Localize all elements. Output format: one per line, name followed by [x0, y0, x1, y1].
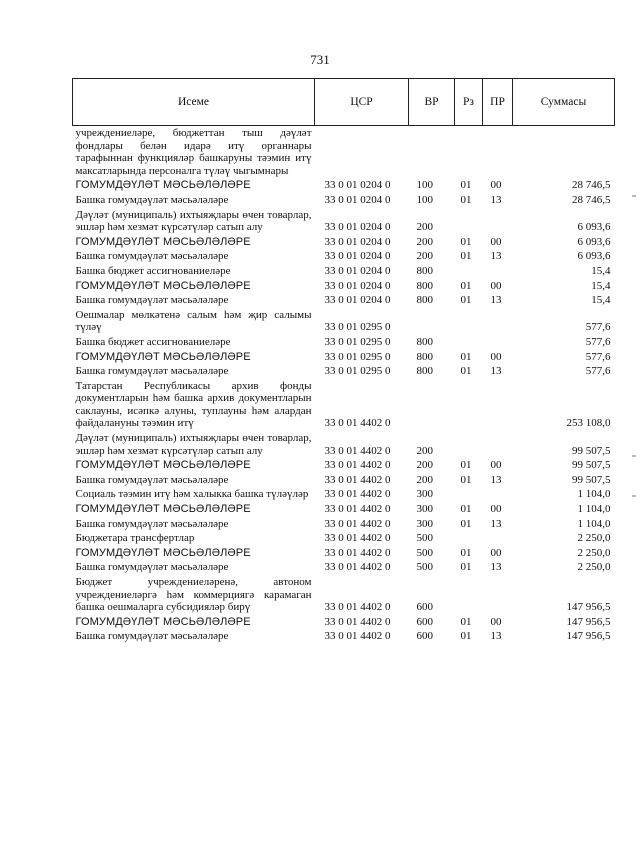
cell-rz: 01 [460, 615, 472, 628]
cell-csr: 33 0 01 4402 0 [324, 601, 391, 614]
cell-csr: 33 0 01 4402 0 [324, 488, 391, 501]
cell-vr: 600 [416, 601, 433, 614]
cell-rz: 01 [460, 365, 472, 378]
cell-pr: 13 [490, 473, 502, 486]
cell-vr [409, 379, 455, 431]
budget-table [72, 78, 615, 644]
cell-sum: 1 104,0 [577, 503, 611, 516]
table-row [73, 458, 615, 473]
cell-csr: 33 0 01 0204 0 [324, 264, 391, 277]
header-rz: Рз [455, 79, 483, 126]
cell-pr [483, 431, 513, 458]
cell-sum: 577,6 [585, 335, 611, 348]
cell-csr: 33 0 01 0204 0 [324, 193, 391, 206]
cell-rz [455, 208, 483, 235]
cell-rz: 01 [460, 179, 472, 192]
cell-csr: 33 0 01 4402 0 [324, 417, 391, 430]
cell-vr: 800 [416, 279, 433, 292]
cell-pr: 00 [490, 503, 502, 516]
cell-vr: 800 [416, 335, 433, 348]
table-row [73, 517, 615, 532]
cell-name: Татарстан Республикасы архив фонды документларын һәм башка архив документларын саклауны, исәпкә алуны, туплауны һәм алардан файдалануны тәэмин итү [75, 379, 312, 430]
cell-pr: 13 [490, 630, 502, 643]
cell-csr: 33 0 01 0204 0 [324, 294, 391, 307]
cell-name: ГОМУМДӘҮЛӘТ МӘСЬӘЛӘЛӘРЕ [75, 350, 251, 363]
cell-rz [455, 308, 483, 335]
cell-vr: 500 [416, 546, 433, 559]
cell-csr: 33 0 01 4402 0 [324, 615, 391, 628]
cell-rz [455, 335, 483, 350]
cell-rz [455, 487, 483, 502]
cell-name: Башка гомумдәүләт мәсьәләләре [75, 294, 229, 307]
cell-name: Бюджет учреждениеләренә, автоном учреждениеләргә һәм коммерциягә карамаган башка оешмаларга субсидияләр бирү [75, 576, 312, 614]
cell-name: Башка гомумдәүләт мәсьәләләре [75, 193, 229, 206]
table-header [73, 79, 615, 126]
cell-vr: 600 [416, 615, 433, 628]
cell-sum: 253 108,0 [566, 417, 611, 430]
table-row [73, 431, 615, 458]
table-row [73, 364, 615, 379]
cell-sum [513, 126, 615, 179]
cell-name: ГОМУМДӘҮЛӘТ МӘСЬӘЛӘЛӘРЕ [75, 179, 251, 192]
cell-csr: 33 0 01 4402 0 [324, 503, 391, 516]
cell-pr: 00 [490, 179, 502, 192]
cell-name: Башка бюджет ассигнованиеләре [75, 335, 231, 348]
cell-vr: 100 [416, 193, 433, 206]
cell-csr: 33 0 01 4402 0 [324, 459, 391, 472]
cell-pr: 00 [490, 350, 502, 363]
cell-pr [483, 208, 513, 235]
cell-csr: 33 0 01 4402 0 [324, 546, 391, 559]
table-row [73, 350, 615, 365]
table-row [73, 615, 615, 630]
header-sum: Суммасы [513, 79, 615, 126]
cell-name: Башка гомумдәүләт мәсьәләләре [75, 630, 229, 643]
cell-rz [455, 126, 483, 179]
cell-sum: 2 250,0 [577, 532, 611, 545]
cell-pr [483, 335, 513, 350]
cell-name: Оешмалар мөлкәтенә салым һәм җир салымы түләү [75, 308, 312, 334]
table-row [73, 126, 615, 179]
cell-rz: 01 [460, 561, 472, 574]
cell-sum: 99 507,5 [572, 459, 611, 472]
cell-sum: 1 104,0 [577, 517, 611, 530]
cell-pr [483, 308, 513, 335]
cell-csr: 33 0 01 0295 0 [324, 321, 391, 334]
cell-sum: 577,6 [585, 350, 611, 363]
cell-name: Дәүләт (муниципаль) ихтыяҗлары өчен товарлар, эшләр һәм хезмәт күрсәтүләр сатып алу [75, 208, 312, 234]
cell-name: Башка гомумдәүләт мәсьәләләре [75, 365, 229, 378]
cell-pr: 13 [490, 193, 502, 206]
cell-pr: 00 [490, 279, 502, 292]
cell-vr: 600 [416, 630, 433, 643]
cell-vr: 800 [416, 350, 433, 363]
cell-vr: 500 [416, 532, 433, 545]
cell-csr [315, 126, 409, 179]
page-number: 731 [310, 52, 330, 67]
table-row [73, 293, 615, 308]
cell-rz: 01 [460, 193, 472, 206]
cell-csr: 33 0 01 0204 0 [324, 221, 391, 234]
cell-csr: 33 0 01 0204 0 [324, 235, 391, 248]
table-row [73, 193, 615, 208]
cell-csr: 33 0 01 4402 0 [324, 517, 391, 530]
table-row [73, 308, 615, 335]
cell-sum: 28 746,5 [572, 193, 611, 206]
cell-name: Башка гомумдәүләт мәсьәләләре [75, 517, 229, 530]
cell-rz: 01 [460, 630, 472, 643]
cell-vr: 100 [416, 179, 433, 192]
table-body [73, 126, 615, 644]
table-row [73, 531, 615, 546]
cell-vr: 200 [416, 221, 433, 234]
cell-vr [409, 126, 455, 179]
cell-rz: 01 [460, 250, 472, 263]
cell-name: ГОМУМДӘҮЛӘТ МӘСЬӘЛӘЛӘРЕ [75, 615, 251, 628]
cell-rz: 01 [460, 279, 472, 292]
cell-rz [455, 431, 483, 458]
cell-name: Социаль тәэмин итү һәм халыкка башка түләүләр [75, 488, 309, 501]
cell-pr [483, 575, 513, 615]
table-row [73, 208, 615, 235]
cell-csr: 33 0 01 4402 0 [324, 532, 391, 545]
cell-pr: 00 [490, 615, 502, 628]
cell-sum: 15,4 [591, 294, 611, 307]
cell-rz [455, 531, 483, 546]
table-row [73, 335, 615, 350]
cell-sum: 147 956,5 [566, 601, 611, 614]
cell-pr: 13 [490, 517, 502, 530]
cell-pr: 13 [490, 561, 502, 574]
cell-pr [483, 264, 513, 279]
header-csr: ЦСР [315, 79, 409, 126]
cell-csr: 33 0 01 4402 0 [324, 444, 391, 457]
cell-vr: 200 [416, 444, 433, 457]
cell-pr: 00 [490, 546, 502, 559]
table-row [73, 379, 615, 431]
cell-pr: 00 [490, 459, 502, 472]
cell-vr: 200 [416, 235, 433, 248]
table-row [73, 560, 615, 575]
header-name: Исеме [73, 79, 315, 126]
cell-sum: 6 093,6 [577, 221, 611, 234]
cell-rz: 01 [460, 235, 472, 248]
cell-vr: 500 [416, 561, 433, 574]
cell-pr: 13 [490, 250, 502, 263]
cell-pr [483, 487, 513, 502]
scan-mark [632, 495, 636, 497]
cell-pr [483, 531, 513, 546]
cell-rz: 01 [460, 473, 472, 486]
cell-name: Башка гомумдәүләт мәсьәләләре [75, 250, 229, 263]
cell-name: Башка гомумдәүләт мәсьәләләре [75, 561, 229, 574]
cell-name: Бюджетара трансфертлар [75, 532, 195, 545]
cell-rz: 01 [460, 517, 472, 530]
cell-vr: 800 [416, 294, 433, 307]
table-row [73, 546, 615, 561]
cell-pr: 13 [490, 365, 502, 378]
cell-pr [483, 379, 513, 431]
cell-vr: 300 [416, 517, 433, 530]
cell-csr: 33 0 01 4402 0 [324, 561, 391, 574]
cell-sum: 99 507,5 [572, 444, 611, 457]
cell-csr: 33 0 01 0295 0 [324, 365, 391, 378]
cell-rz: 01 [460, 459, 472, 472]
cell-name: ГОМУМДӘҮЛӘТ МӘСЬӘЛӘЛӘРЕ [75, 235, 251, 248]
cell-pr: 00 [490, 235, 502, 248]
cell-rz [455, 379, 483, 431]
cell-rz: 01 [460, 503, 472, 516]
cell-csr: 33 0 01 4402 0 [324, 630, 391, 643]
cell-name: ГОМУМДӘҮЛӘТ МӘСЬӘЛӘЛӘРЕ [75, 546, 251, 559]
cell-name: Башка гомумдәүләт мәсьәләләре [75, 473, 229, 486]
cell-pr [483, 126, 513, 179]
cell-vr: 800 [416, 264, 433, 277]
table-row [73, 249, 615, 264]
cell-vr: 200 [416, 459, 433, 472]
cell-name: ГОМУМДӘҮЛӘТ МӘСЬӘЛӘЛӘРЕ [75, 459, 251, 472]
table-row [73, 473, 615, 488]
cell-csr: 33 0 01 4402 0 [324, 473, 391, 486]
cell-rz: 01 [460, 294, 472, 307]
cell-rz: 01 [460, 546, 472, 559]
table-row [73, 235, 615, 250]
cell-sum: 15,4 [591, 264, 611, 277]
cell-sum: 15,4 [591, 279, 611, 292]
cell-vr: 300 [416, 503, 433, 516]
cell-vr: 200 [416, 250, 433, 263]
cell-vr: 300 [416, 488, 433, 501]
table-row [73, 575, 615, 615]
table-row [73, 178, 615, 193]
table-row [73, 502, 615, 517]
table-row [73, 279, 615, 294]
table-row [73, 629, 615, 644]
cell-csr: 33 0 01 0204 0 [324, 250, 391, 263]
cell-csr: 33 0 01 0204 0 [324, 279, 391, 292]
scan-mark [632, 455, 636, 457]
cell-rz [455, 575, 483, 615]
header-vr: ВР [409, 79, 455, 126]
cell-sum: 1 104,0 [577, 488, 611, 501]
table-row [73, 487, 615, 502]
cell-sum: 577,6 [585, 365, 611, 378]
cell-rz: 01 [460, 350, 472, 363]
cell-csr: 33 0 01 0204 0 [324, 179, 391, 192]
header-pr: ПР [483, 79, 513, 126]
cell-pr: 13 [490, 294, 502, 307]
cell-sum: 99 507,5 [572, 473, 611, 486]
cell-vr: 200 [416, 473, 433, 486]
cell-sum: 2 250,0 [577, 546, 611, 559]
cell-sum: 2 250,0 [577, 561, 611, 574]
cell-sum: 577,6 [585, 321, 611, 334]
cell-csr: 33 0 01 0295 0 [324, 335, 391, 348]
cell-sum: 6 093,6 [577, 235, 611, 248]
cell-name: учреждениеләре, бюджеттан тыш дәүләт фондлары белән идарә итү органнары тарафыннан функцияләр башкаруны тәэмин итү максатларында персоналга түләү чыгымнары [75, 127, 312, 177]
cell-name: Дәүләт (муниципаль) ихтыяҗлары өчен товарлар, эшләр һәм хезмәт күрсәтүләр сатып алу [75, 432, 312, 457]
table-row [73, 264, 615, 279]
cell-rz [455, 264, 483, 279]
cell-vr: 800 [416, 365, 433, 378]
cell-sum: 28 746,5 [572, 179, 611, 192]
cell-sum: 147 956,5 [566, 630, 611, 643]
cell-name: Башка бюджет ассигнованиеләре [75, 264, 231, 277]
cell-name: ГОМУМДӘҮЛӘТ МӘСЬӘЛӘЛӘРЕ [75, 279, 251, 292]
cell-sum: 6 093,6 [577, 250, 611, 263]
cell-sum: 147 956,5 [566, 615, 611, 628]
scan-mark [632, 195, 636, 197]
cell-csr: 33 0 01 0295 0 [324, 350, 391, 363]
cell-name: ГОМУМДӘҮЛӘТ МӘСЬӘЛӘЛӘРЕ [75, 503, 251, 516]
cell-vr [409, 308, 455, 335]
